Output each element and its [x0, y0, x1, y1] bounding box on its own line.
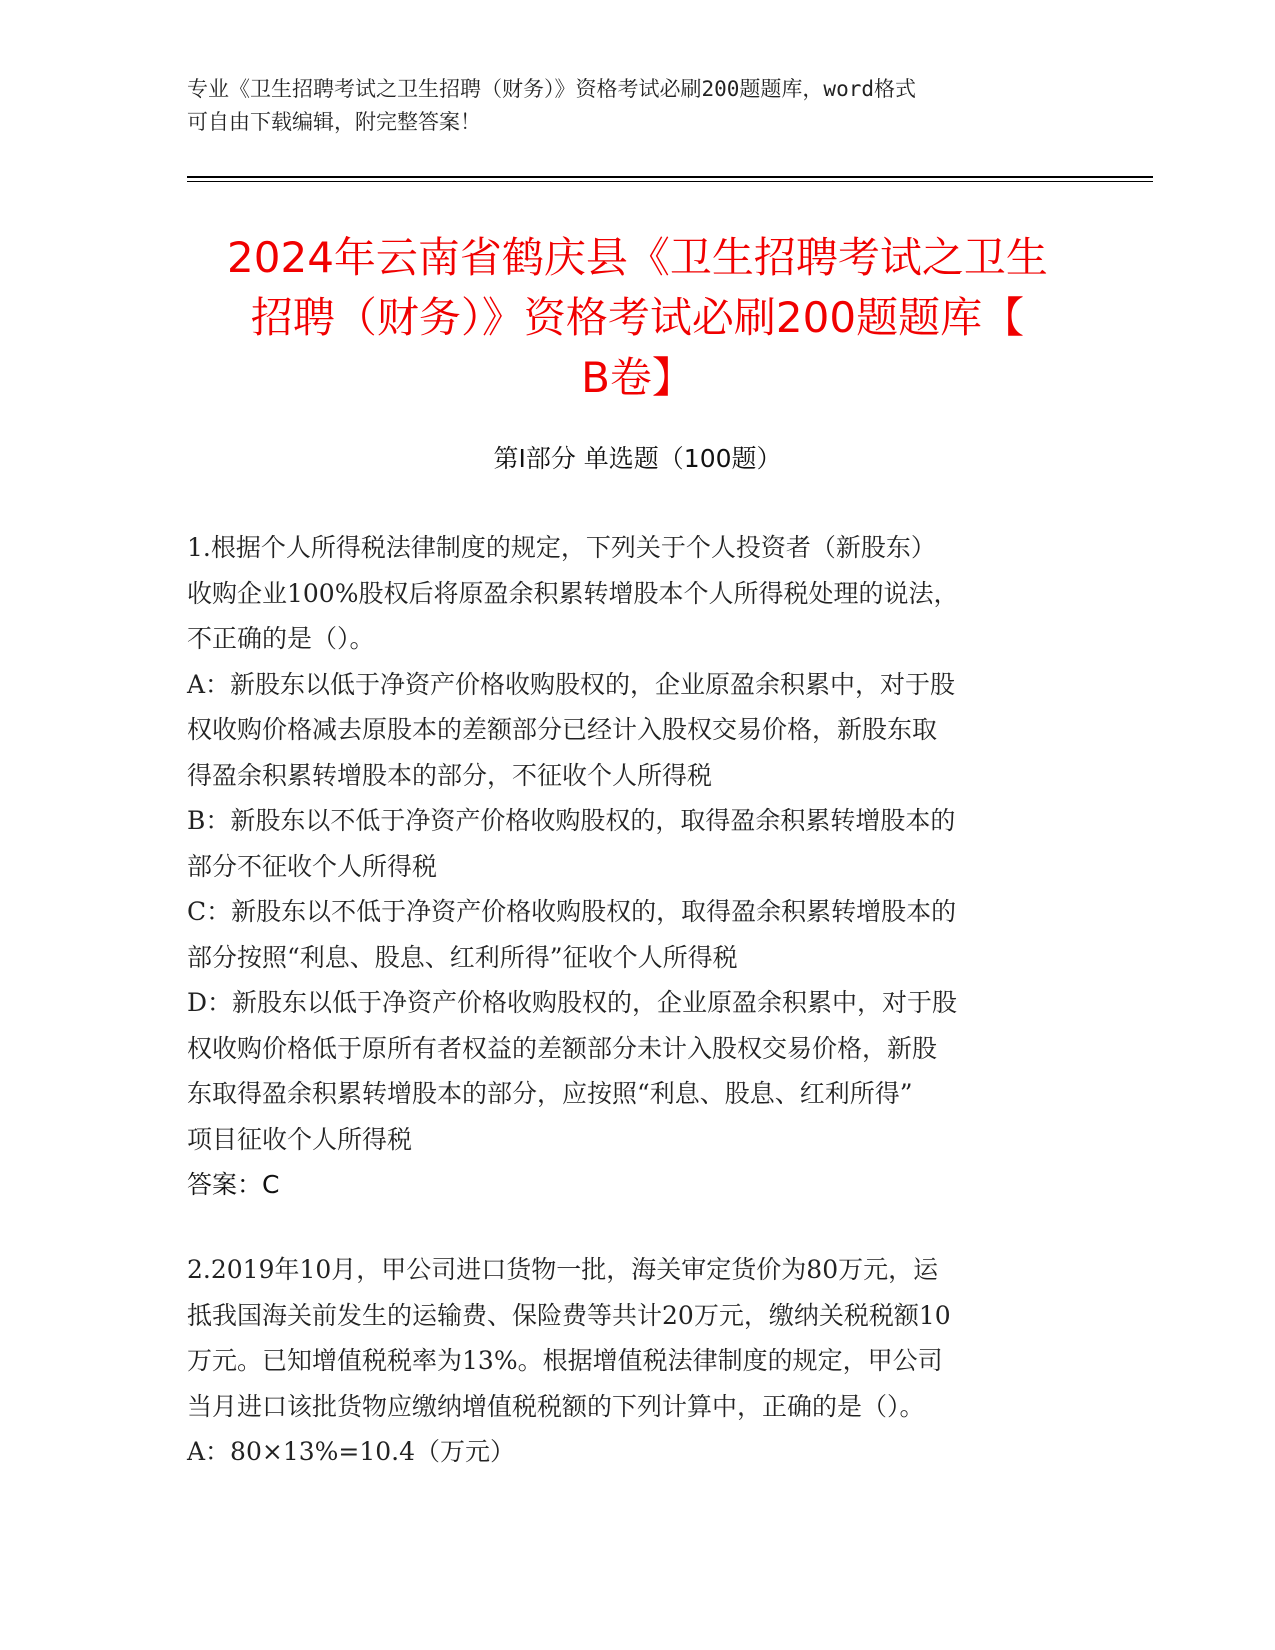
- option-b-line: B：新股东以不低于净资产价格收购股权的，取得盈余积累转增股本的: [187, 806, 956, 835]
- question-2: [187, 1247, 1087, 1475]
- document-title: [120, 228, 1155, 408]
- title-line-1: 2024年云南省鹤庆县《卫生招聘考试之卫生: [227, 233, 1048, 282]
- question-stem-line: 当月进口该批货物应缴纳增值税税额的下列计算中，正确的是（）。: [187, 1391, 925, 1421]
- question-stem-line: 不正确的是（）。: [187, 624, 375, 653]
- question-1: [187, 525, 1087, 1208]
- question-stem-line: 收购企业100%股权后将原盈余积累转增股本个人所得税处理的说法，: [187, 578, 959, 608]
- header-rule-thick: [187, 176, 1153, 178]
- title-line-3: B卷】: [581, 353, 694, 402]
- option-a-line: A：新股东以低于净资产价格收购股权的，企业原盈余积累中，对于股: [187, 669, 956, 699]
- option-a-line: A：80×13%=10.4（万元）: [187, 1437, 515, 1466]
- question-stem-line: 1.根据个人所得税法律制度的规定，下列关于个人投资者（新股东）: [187, 533, 936, 562]
- title-line-2: 招聘（财务）》资格考试必刷200题题库【: [250, 293, 1025, 342]
- question-stem-line: 万元。已知增值税税率为13%。根据增值税法律制度的规定，甲公司: [187, 1346, 943, 1375]
- question-stem-line: 抵我国海关前发生的运输费、保险费等共计20万元，缴纳关税税额10: [187, 1300, 951, 1330]
- option-d-line: D：新股东以低于净资产价格收购股权的，企业原盈余积累中，对于股: [187, 988, 958, 1017]
- question-stem-line: 2.2019年10月，甲公司进口货物一批，海关审定货价为80万元，运: [187, 1255, 939, 1284]
- option-a-line: 得盈余积累转增股本的部分，不征收个人所得税: [187, 760, 713, 790]
- option-c-line: 部分按照“利息、股息、红利所得”征收个人所得税: [187, 942, 738, 972]
- option-d-line: 项目征收个人所得税: [187, 1124, 413, 1154]
- header-rule-thin: [187, 181, 1153, 182]
- option-d-line: 东取得盈余积累转增股本的部分，应按照“利息、股息、红利所得”: [187, 1079, 913, 1108]
- section-heading: 第Ⅰ部分 单选题（100题）: [493, 444, 782, 473]
- option-d-line: 权收购价格低于原所有者权益的差额部分未计入股权交易价格，新股: [187, 1033, 938, 1063]
- option-b-line: 部分不征收个人所得税: [187, 851, 438, 881]
- option-a-line: 权收购价格减去原股本的差额部分已经计入股权交易价格，新股东取: [187, 715, 938, 744]
- answer-label: 答案：C: [187, 1170, 280, 1199]
- header-note-line-1: 专业《卫生招聘考试之卫生招聘（财务）》资格考试必刷200题题库，word格式: [187, 77, 916, 101]
- option-c-line: C：新股东以不低于净资产价格收购股权的，取得盈余积累转增股本的: [187, 897, 957, 926]
- header-note-line-2: 可自由下载编辑，附完整答案！: [187, 110, 481, 134]
- header-note: [187, 73, 1067, 139]
